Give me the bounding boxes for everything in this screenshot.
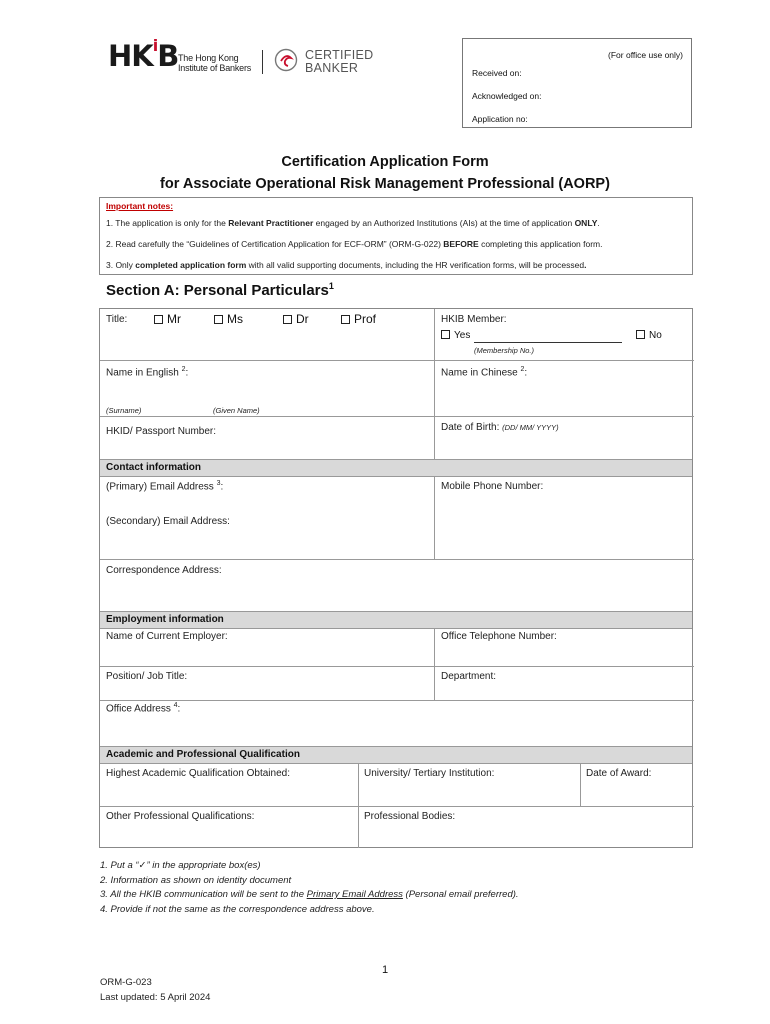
date-of-award-label: Date of Award: [586, 768, 652, 779]
title-ms-checkbox[interactable]: Ms [214, 312, 243, 326]
contact-info-band: Contact information [100, 459, 692, 477]
checkbox-icon [283, 315, 292, 324]
department-label: Department: [441, 671, 497, 682]
cert-line1: CERTIFIED [305, 48, 374, 62]
name-english-label: Name in English $^2$: [106, 366, 189, 379]
correspondence-address-label: Correspondence Address: [106, 565, 222, 576]
important-notes-box [99, 197, 693, 275]
name-chinese-label: Name in Chinese $^2$: [441, 366, 528, 379]
logo-brand-main: HK [108, 39, 153, 73]
checkbox-icon [441, 330, 450, 339]
office-tel-label: Office Telephone Number: [441, 631, 557, 642]
given-name-caption: (Given Name) [213, 406, 260, 415]
mobile-label: Mobile Phone Number: [441, 481, 544, 492]
cert-line2: BANKER [305, 61, 359, 75]
certified-banker-seal-icon [274, 48, 298, 72]
logo-institute-line2: Institute of Bankers [178, 63, 252, 73]
checkbox-icon [636, 330, 645, 339]
secondary-email-label: (Secondary) Email Address: [106, 516, 230, 527]
footnote-4: 4. Provide if not the same as the correspondence address above. [100, 904, 375, 915]
hkid-label: HKID/ Passport Number: [106, 426, 217, 437]
footnote-3: 3. All the HKIB communication will be sent to the Primary Email Address (Personal email preferred). [100, 889, 519, 900]
title-label: Title: [106, 314, 128, 325]
office-use-box [462, 38, 692, 128]
surname-caption: (Surname) [106, 406, 142, 415]
footnote-1: 1. Put a “✓” in the appropriate box(es) [100, 860, 261, 871]
hkib-member-label: HKIB Member: [441, 314, 507, 325]
title-mr-checkbox[interactable]: Mr [154, 312, 181, 326]
membership-no-caption: (Membership No.) [474, 346, 535, 355]
footnote-2: 2. Information as shown on identity document [100, 875, 292, 886]
university-label: University/ Tertiary Institution: [364, 768, 495, 779]
professional-bodies-label: Professional Bodies: [364, 811, 456, 822]
office-address-label: Office Address $^4$: [106, 702, 181, 715]
dob-label: Date of Birth: (DD/ MM/ YYYY) [441, 422, 559, 433]
section-a-title: Section A: Personal Particulars$^1$ [106, 281, 334, 299]
primary-email-label: (Primary) Email Address $^3$: [106, 480, 224, 493]
hkib-logo [108, 36, 179, 73]
received-on-label: Received on: [472, 68, 522, 78]
employer-label: Name of Current Employer: [106, 631, 228, 642]
other-qualifications-label: Other Professional Qualifications: [106, 811, 255, 822]
employment-info-band: Employment information [100, 611, 692, 629]
position-label: Position/ Job Title: [106, 671, 188, 682]
office-use-title: (For office use only) [608, 50, 683, 60]
form-code: ORM-G-023 [100, 977, 152, 988]
page-number: 1 [381, 964, 389, 976]
logo-institute-line1: The Hong Kong [178, 53, 239, 63]
certified-banker-text [305, 49, 373, 75]
checkbox-icon [154, 315, 163, 324]
checkbox-icon [214, 315, 223, 324]
acknowledged-on-label: Acknowledged on: [472, 91, 542, 101]
last-updated: Last updated: 5 April 2024 [100, 992, 211, 1003]
application-no-label: Application no: [472, 114, 528, 124]
personal-particulars-form [99, 308, 693, 848]
hkib-member-yes-checkbox[interactable]: Yes [441, 330, 470, 341]
title-dr-checkbox[interactable]: Dr [283, 312, 309, 326]
hkib-member-no-checkbox[interactable]: No [636, 330, 662, 341]
form-title-line2: for Associate Operational Risk Management Professional (AORP) [160, 176, 610, 192]
membership-no-input[interactable] [474, 342, 622, 343]
note-3: 3. Only completed application form with all valid supporting documents, including the HR verification forms, will be processed. [106, 260, 587, 270]
form-title-line1: Certification Application Form [281, 154, 489, 170]
logo-brand-dot: i [152, 36, 158, 55]
important-notes-heading: Important notes: [106, 201, 174, 211]
note-2: 2. Read carefully the “Guidelines of Certification Application for ECF-ORM” (ORM-G-022) BEFORE completing this application form. [106, 239, 603, 249]
academic-qualification-band: Academic and Professional Qualification [100, 746, 692, 764]
logo-brand-tail: B [157, 39, 179, 73]
note-1: 1. The application is only for the Relevant Practitioner engaged by an Authorized Institutions (AIs) at the time of application ONLY. [106, 218, 600, 228]
logo-divider [262, 50, 263, 74]
title-prof-checkbox[interactable]: Prof [341, 312, 376, 326]
checkbox-icon [341, 315, 350, 324]
highest-qualification-label: Highest Academic Qualification Obtained: [106, 768, 290, 779]
logo-institute-name [178, 53, 251, 73]
